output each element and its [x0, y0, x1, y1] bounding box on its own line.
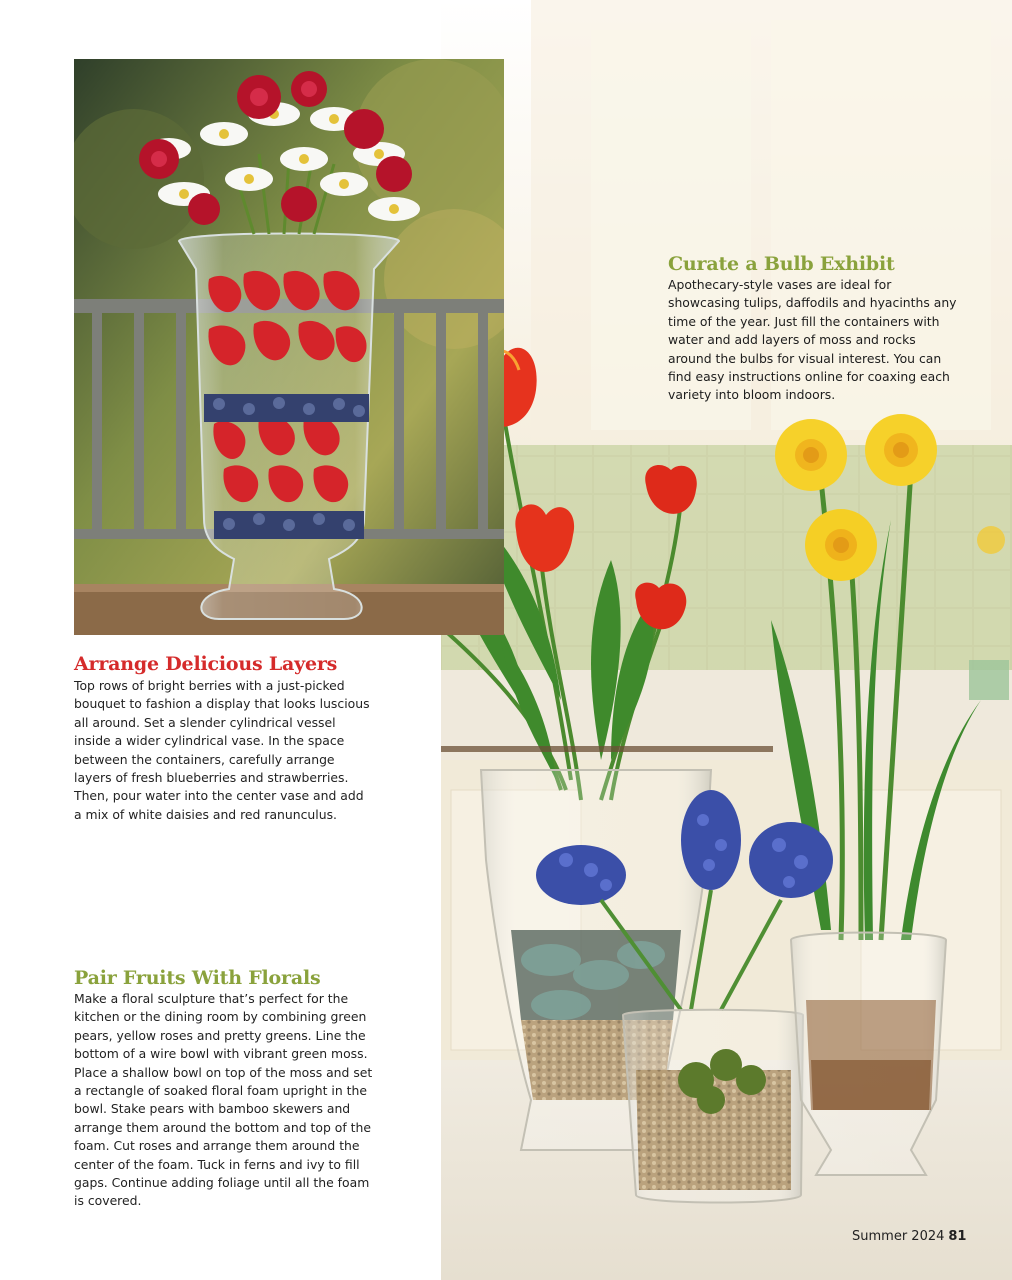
heading-arrange-layers: Arrange Delicious Layers	[74, 653, 338, 675]
berry-vase-photo	[74, 59, 504, 635]
heading-pair-fruits: Pair Fruits With Florals	[74, 967, 321, 989]
page-folio	[852, 1229, 966, 1244]
body-bulb-exhibit: Apothecary-style vases are ideal for showcasing tulips, daffodils and hyacinths any time of the year. Just fill the containers with water and add layers of moss and rocks around the bulbs for visual interest. You can find easy instructions online for coaxing each variety into bloom indoors.	[668, 277, 957, 403]
page-number: 81	[948, 1229, 967, 1244]
bulb-vases-photo	[441, 0, 1012, 1280]
heading-bulb-exhibit: Curate a Bulb Exhibit	[668, 253, 895, 275]
issue-label: Summer 2024	[852, 1229, 945, 1244]
body-arrange-layers: Top rows of bright berries with a just-picked bouquet to fashion a display that looks luscious all around. Set a slender cylindrical vessel inside a wider cylindrical vase. In the space between the containers, carefully arrange layers of fresh blueberries and strawberries. Then, pour water into the center vase and add a mix of white daisies and red ranunculus.	[74, 678, 370, 822]
body-pair-fruits: Make a floral sculpture that’s perfect for the kitchen or the dining room by combining green pears, yellow roses and pretty greens. Line the bottom of a wire bowl with vibrant green moss. Place a shallow bowl on top of the moss and set a rectangle of soaked floral foam upright in the bowl. Stake pears with bamboo skewers and arrange them around the bottom and top of the foam. Cut roses and arrange them around the center of the foam. Tuck in ferns and ivy to fill gaps. Continue adding foliage until all the foam is covered.	[74, 991, 373, 1209]
